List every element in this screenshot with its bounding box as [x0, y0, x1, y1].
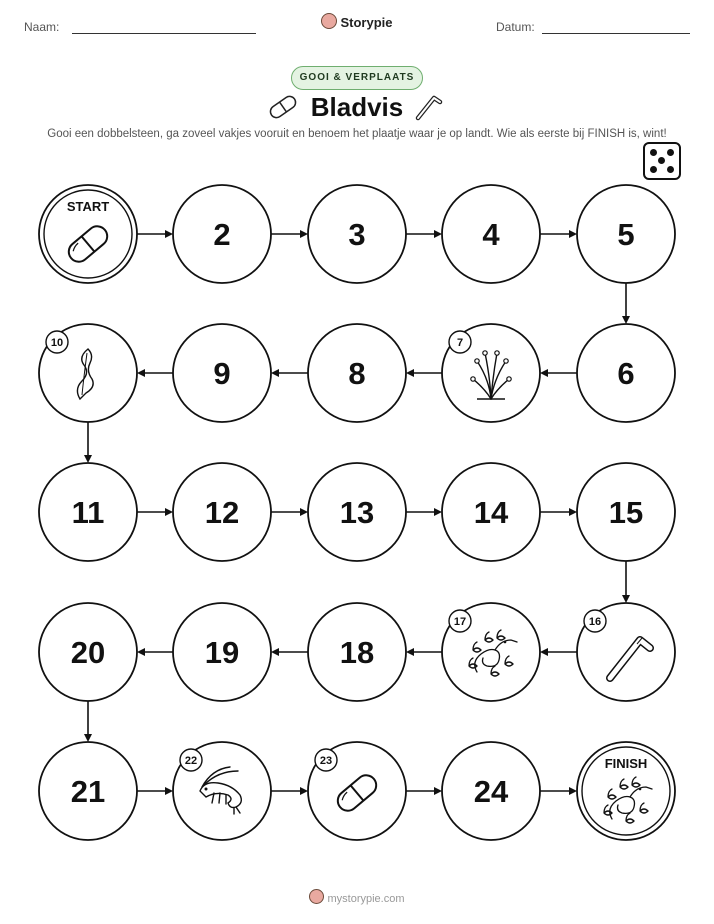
path-arrow-24 — [540, 787, 577, 795]
cell-number: 18 — [339, 635, 375, 670]
cell-number: 21 — [70, 774, 106, 809]
board-cell-8 — [308, 324, 406, 422]
cell-number: 4 — [482, 217, 500, 252]
path-arrow-14 — [540, 508, 577, 516]
board-cell-11 — [39, 463, 137, 561]
cell-number: 12 — [204, 495, 240, 530]
path-arrow-6 — [540, 369, 577, 377]
cell-number: 5 — [617, 217, 635, 252]
board-cell-24 — [442, 742, 540, 840]
path-arrow-4 — [540, 230, 577, 238]
path-arrow-5 — [622, 283, 630, 324]
storypie-footer-logo-icon — [309, 889, 324, 904]
board-cell-15 — [577, 463, 675, 561]
cell-number: 3 — [348, 217, 366, 252]
board-cell-22 — [173, 742, 271, 840]
path-arrow-17 — [406, 648, 442, 656]
footer — [0, 889, 714, 905]
cell-number: 11 — [71, 495, 105, 530]
path-arrow-7 — [406, 369, 442, 377]
cell-badge — [449, 610, 471, 632]
board-cell-1 — [39, 185, 137, 283]
path-arrow-21 — [137, 787, 173, 795]
board-cell-14 — [442, 463, 540, 561]
board-cell-23 — [308, 742, 406, 840]
board-cell-2 — [173, 185, 271, 283]
cell-number: 20 — [70, 635, 106, 670]
path-arrow-16 — [540, 648, 577, 656]
page-title: Bladvis — [310, 92, 404, 122]
board-cell-21 — [39, 742, 137, 840]
board-cell-10 — [39, 324, 137, 422]
cell-badge — [46, 331, 68, 353]
cell-number: 6 — [617, 356, 635, 391]
cell-number: 13 — [339, 495, 375, 530]
path-arrow-20 — [84, 701, 92, 742]
cell-badge — [180, 749, 202, 771]
path-arrow-11 — [137, 508, 173, 516]
board-cell-19 — [173, 603, 271, 701]
cell-number: 14 — [473, 495, 509, 530]
footer-url: mystorypie.com — [327, 893, 405, 905]
board-cell-18 — [308, 603, 406, 701]
path-arrow-2 — [271, 230, 308, 238]
path-arrow-8 — [271, 369, 308, 377]
svg-text:16: 16 — [588, 616, 602, 628]
board-cell-7 — [442, 324, 540, 422]
cell-label: FINISH — [604, 756, 648, 771]
board-cell-17 — [442, 603, 540, 701]
board-cell-13 — [308, 463, 406, 561]
svg-text:23: 23 — [319, 755, 333, 767]
board-cell-4 — [442, 185, 540, 283]
board-cell-6 — [577, 324, 675, 422]
cell-number: 2 — [213, 217, 231, 252]
path-arrow-13 — [406, 508, 442, 516]
cell-number: 24 — [473, 774, 509, 809]
activity-badge: GOOI & VERPLAATS — [291, 66, 423, 90]
path-arrow-9 — [137, 369, 173, 377]
svg-text:22: 22 — [184, 755, 198, 767]
board-cell-3 — [308, 185, 406, 283]
cell-badge — [449, 331, 471, 353]
brand-name: Storypie — [340, 15, 393, 30]
cell-number: 9 — [213, 356, 231, 391]
cell-badge — [315, 749, 337, 771]
instructions: Gooi een dobbelsteen, ga zoveel vakjes vooruit en benoem het plaatje waar je op landt. Wie als eerste bij FINISH is, wint! — [47, 128, 667, 140]
svg-text:17: 17 — [453, 616, 467, 628]
path-arrow-23 — [406, 787, 442, 795]
cell-label: START — [66, 199, 110, 214]
cell-badge — [584, 610, 606, 632]
path-arrow-12 — [271, 508, 308, 516]
cell-number: 19 — [204, 635, 240, 670]
board-cell-9 — [173, 324, 271, 422]
name-label: Naam: — [24, 20, 60, 34]
board-cell-20 — [39, 603, 137, 701]
board-cell-5 — [577, 185, 675, 283]
path-arrow-19 — [137, 648, 173, 656]
path-arrow-1 — [137, 230, 173, 238]
cell-number: 8 — [348, 356, 366, 391]
path-arrow-3 — [406, 230, 442, 238]
board-cell-12 — [173, 463, 271, 561]
path-arrow-15 — [622, 561, 630, 603]
path-arrow-10 — [84, 422, 92, 463]
date-label: Datum: — [496, 20, 535, 34]
cell-number: 15 — [608, 495, 644, 530]
board-cell-16 — [577, 603, 675, 701]
path-arrow-18 — [271, 648, 308, 656]
svg-text:10: 10 — [50, 337, 64, 349]
board-cell-25 — [577, 742, 675, 840]
path-arrow-22 — [271, 787, 308, 795]
svg-text:7: 7 — [456, 337, 464, 349]
